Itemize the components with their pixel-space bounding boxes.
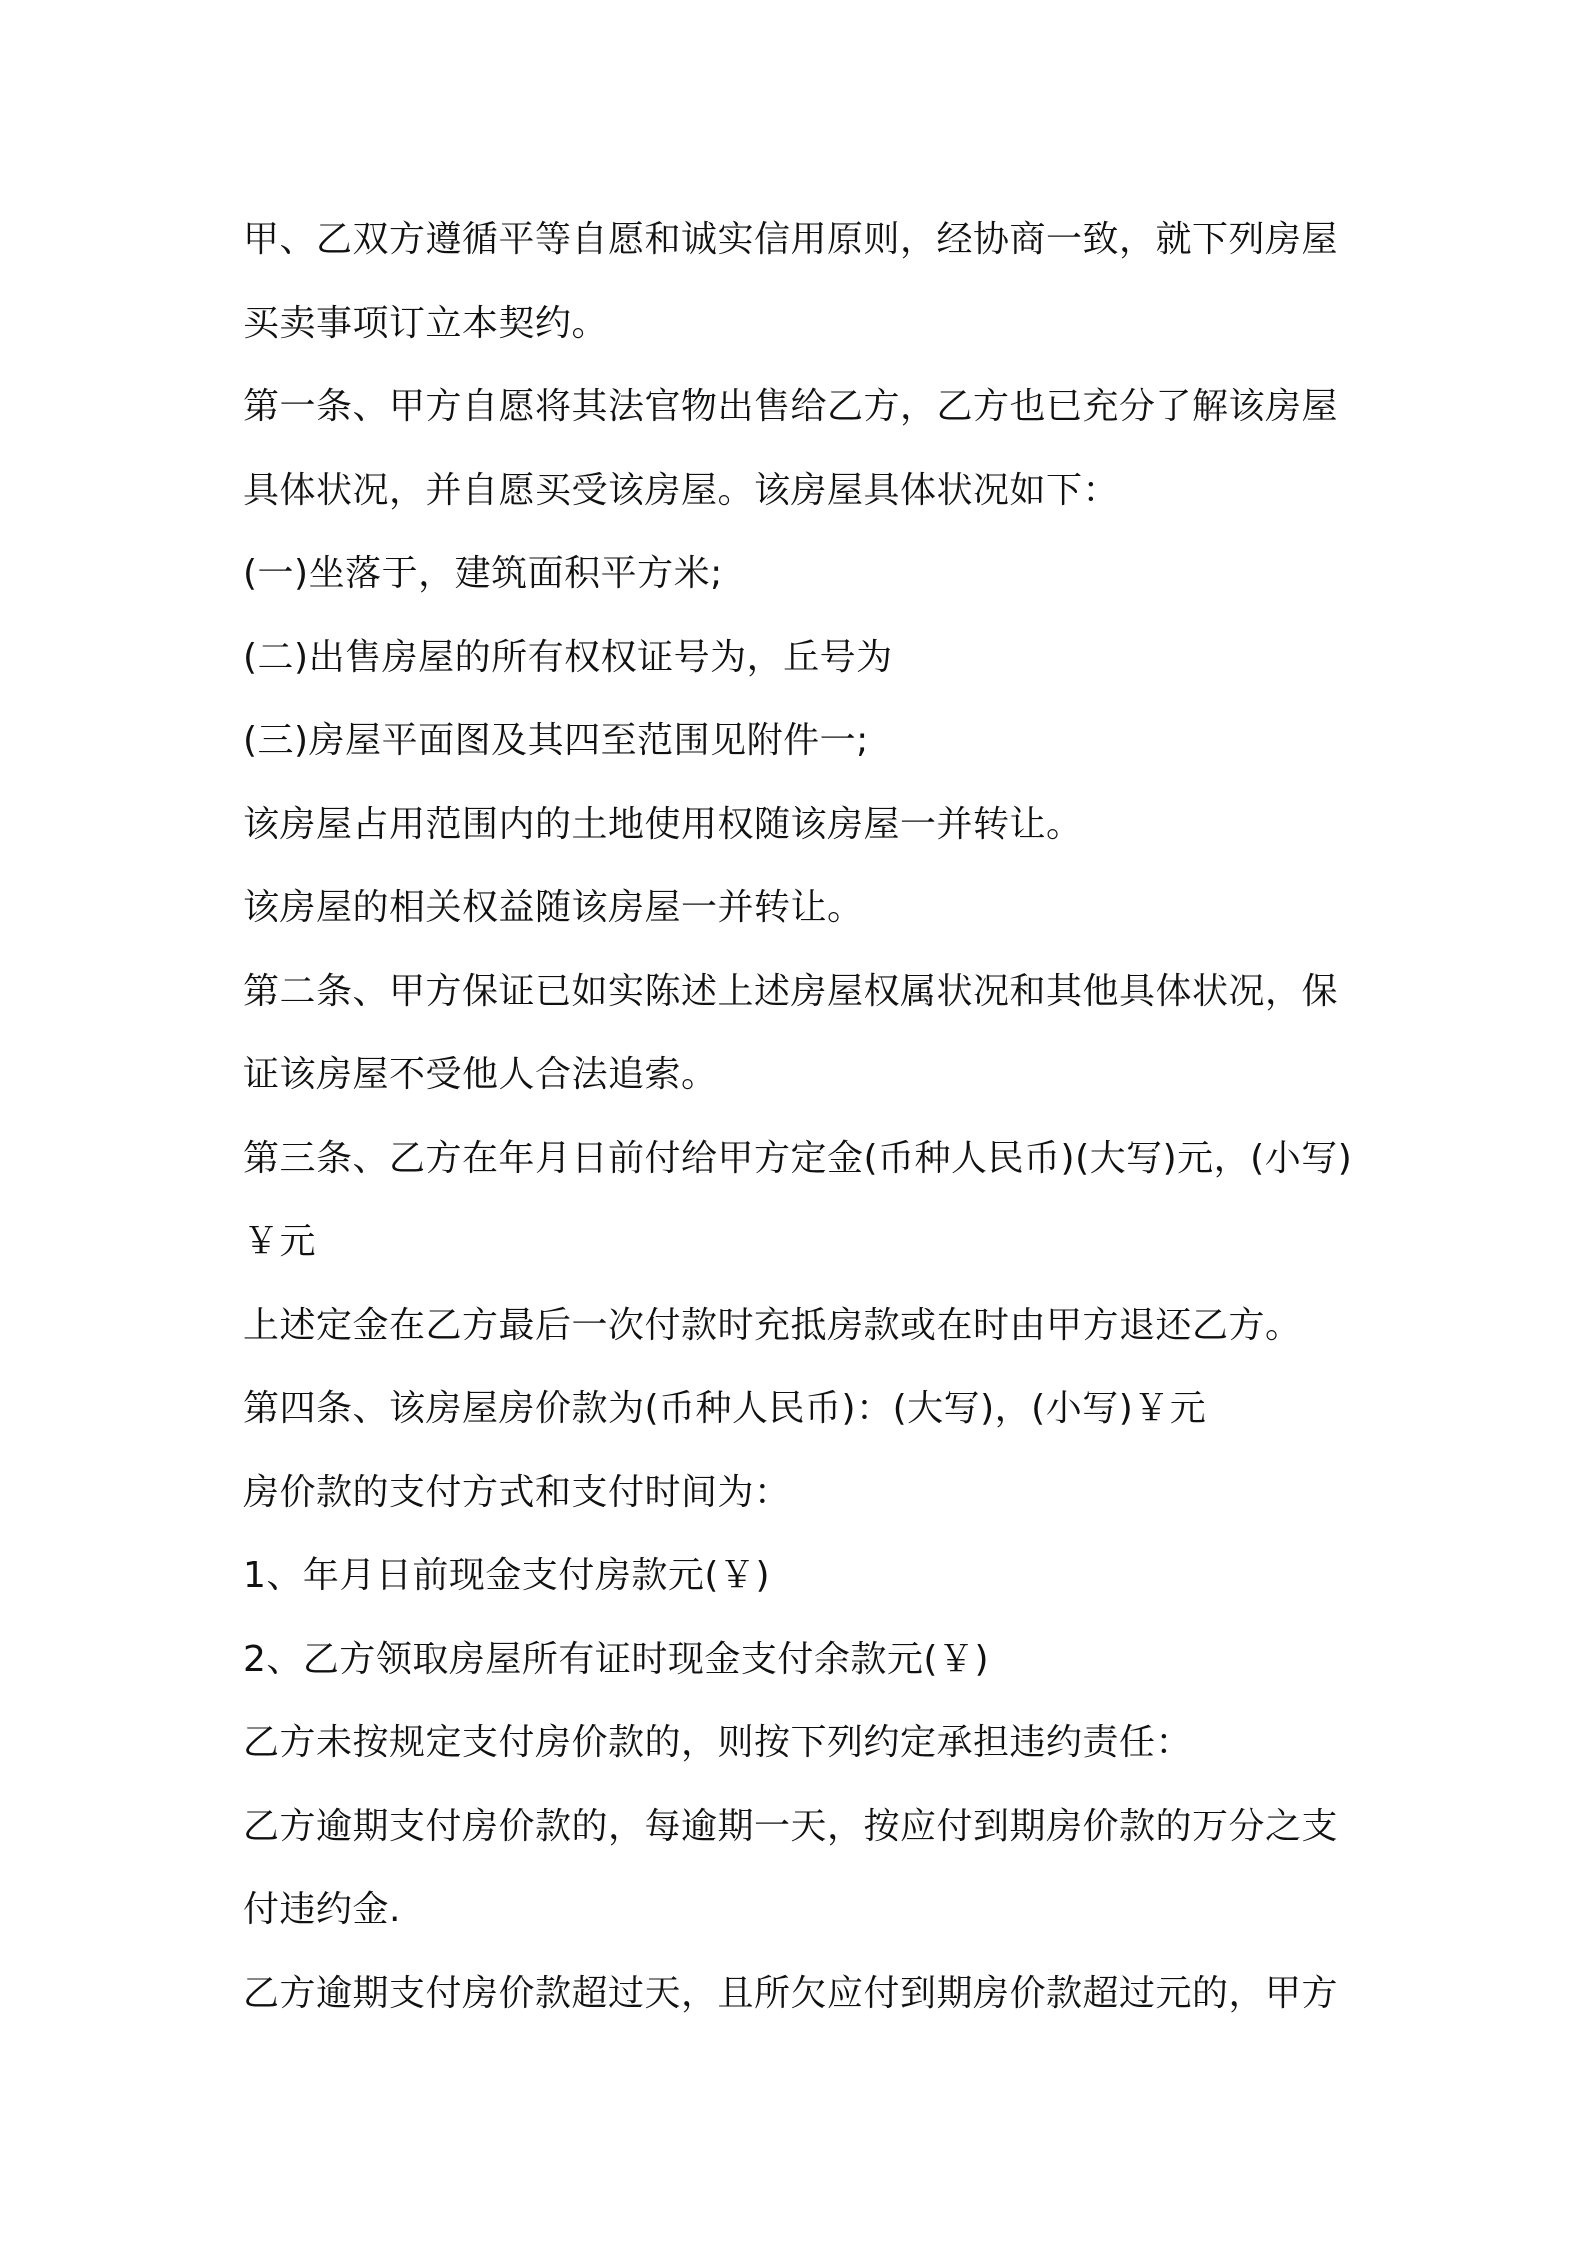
- text-line-13: ￥元: [243, 1221, 317, 1262]
- text-line-14: 上述定金在乙方最后一次付款时充抵房款或在时由甲方退还乙方。: [243, 1304, 1302, 1346]
- text-line-22: 乙方逾期支付房价款超过天，且所欠应付到期房价款超过元的，甲方: [243, 1972, 1339, 2014]
- text-line-5: (一)坐落于，建筑面积平方米;: [243, 553, 723, 594]
- contract-body: [243, 198, 1363, 2035]
- text-line-21: 付违约金.: [243, 1889, 401, 1930]
- text-line-7: (三)房屋平面图及其四至范围见附件一;: [243, 720, 869, 761]
- text-line-15: 第四条、该房屋房价款为(币种人民币)：(大写)，(小写)￥元: [243, 1388, 1207, 1429]
- text-line-4: 具体状况，并自愿买受该房屋。该房屋具体状况如下：: [243, 469, 1120, 511]
- text-line-17: 1、年月日前现金支付房款元(￥): [243, 1555, 770, 1596]
- text-line-11: 证该房屋不受他人合法追索。: [243, 1054, 718, 1095]
- text-line-8: 该房屋占用范围内的土地使用权随该房屋一并转让。: [243, 803, 1083, 845]
- text-line-20: 乙方逾期支付房价款的，每逾期一天，按应付到期房价款的万分之支: [243, 1805, 1339, 1847]
- text-line-1: 甲、乙双方遵循平等自愿和诚实信用原则，经协商一致，就下列房屋: [243, 219, 1339, 260]
- text-line-10: 第二条、甲方保证已如实陈述上述房屋权属状况和其他具体状况，保: [243, 970, 1339, 1012]
- text-line-2: 买卖事项订立本契约。: [243, 302, 609, 344]
- text-line-18: 2、乙方领取房屋所有证时现金支付余款元(￥): [243, 1638, 989, 1680]
- text-line-9: 该房屋的相关权益随该房屋一并转让。: [243, 887, 864, 928]
- text-line-6: (二)出售房屋的所有权权证号为，丘号为: [243, 636, 893, 678]
- text-line-12: 第三条、乙方在年月日前付给甲方定金(币种人民币)(大写)元，(小写): [243, 1137, 1353, 1179]
- text-line-16: 房价款的支付方式和支付时间为：: [243, 1471, 791, 1513]
- text-line-3: 第一条、甲方自愿将其法官物出售给乙方，乙方也已充分了解该房屋: [243, 386, 1339, 427]
- text-line-19: 乙方未按规定支付房价款的，则按下列约定承担违约责任：: [243, 1722, 1193, 1763]
